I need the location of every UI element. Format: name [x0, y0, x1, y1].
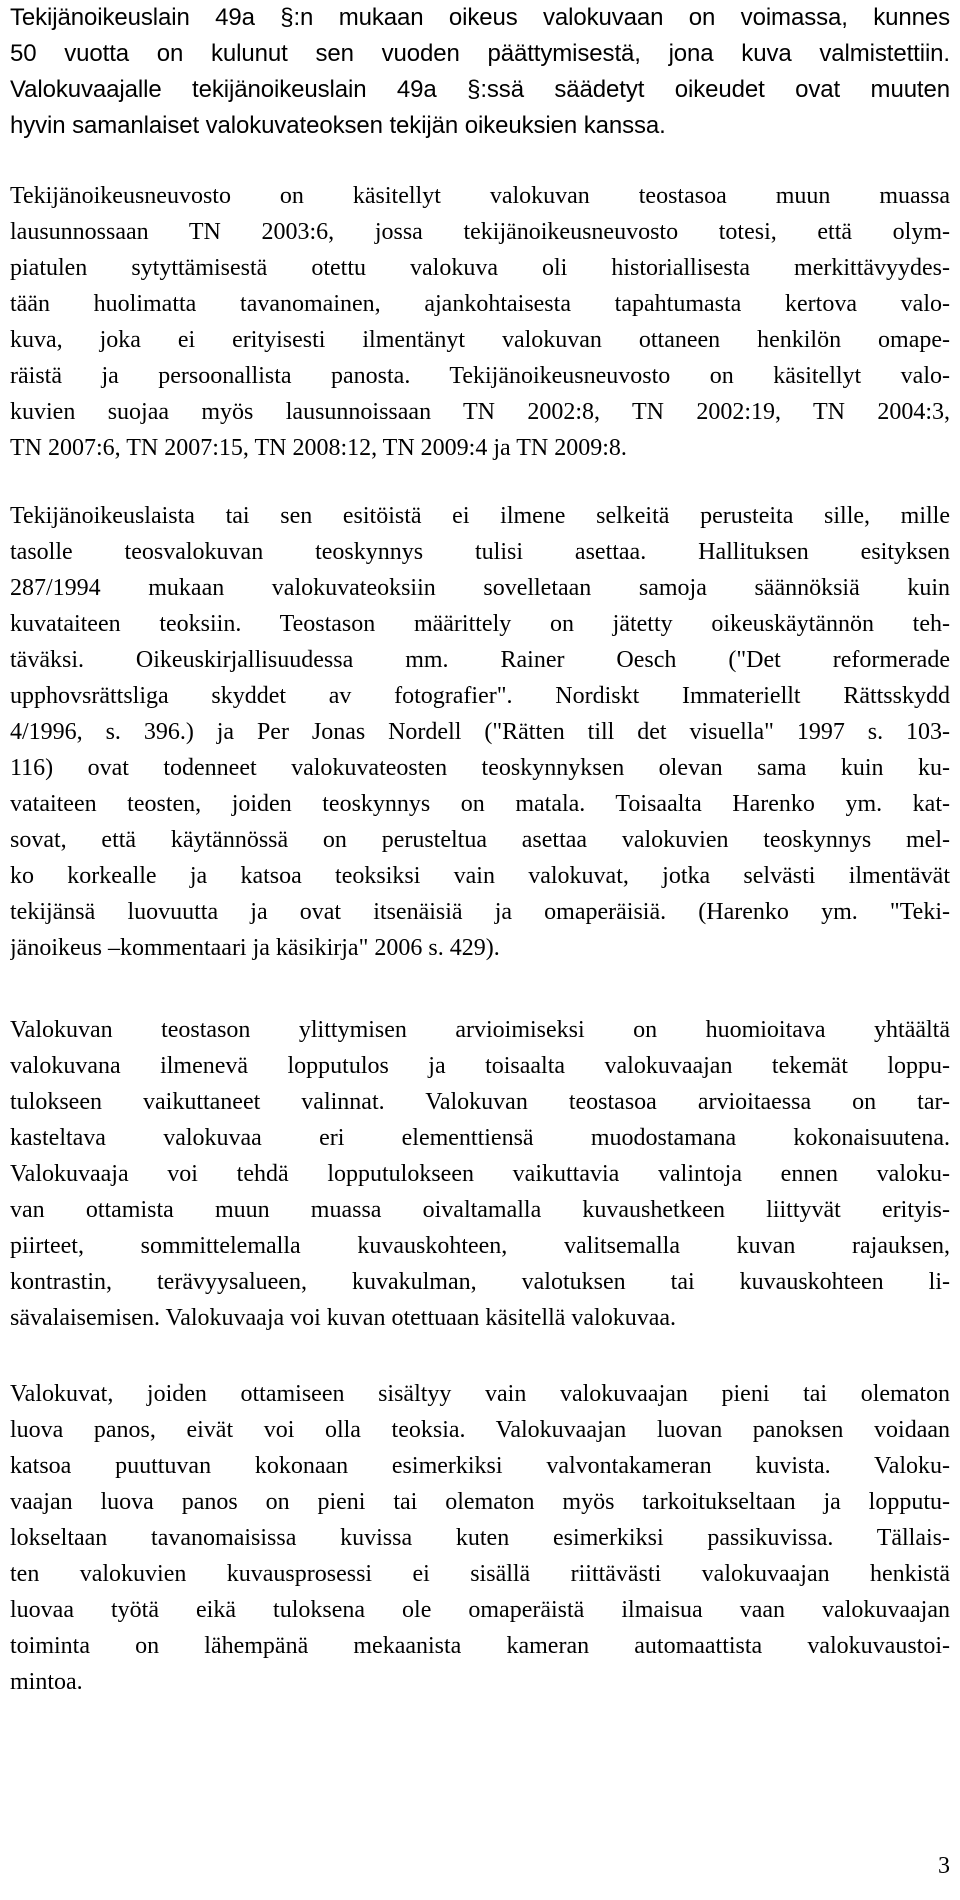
text-line: 116) ovat todenneet valokuvateosten teoskynnyksen olevan sama kuin ku- — [10, 755, 950, 781]
text-line: kuvien suojaa myös lausunnoissaan TN 2002:8, TN 2002:19, TN 2004:3, — [10, 399, 950, 425]
text-line: tulokseen vaikuttaneet valinnat. Valokuvan teostasoa arvioitaessa on tar- — [10, 1089, 950, 1115]
text-line: kuvataiteen teoksiin. Teostason määrittely on jätetty oikeuskäytännön teh- — [10, 611, 950, 637]
text-line: kasteltava valokuvaa eri elementtiensä muodostamana kokonaisuutena. — [10, 1125, 950, 1151]
text-line: piatulen sytyttämisestä otettu valokuva oli historiallisesta merkittävyydes- — [10, 255, 950, 281]
text-line: Tekijänoikeuslain 49a §:n mukaan oikeus valokuvaan on voimassa, kunnes — [10, 4, 950, 31]
text-line: piirteet, sommittelemalla kuvauskohteen, valitsemalla kuvan rajauksen, — [10, 1233, 950, 1259]
text-line: jänoikeus –kommentaari ja käsikirja" 2006 s. 429). — [10, 935, 500, 961]
text-line: 287/1994 mukaan valokuvateoksiin sovelletaan samoja säännöksiä kuin — [10, 575, 950, 601]
paragraph-1 — [10, 0, 950, 144]
text-line: lausunnossaan TN 2003:6, jossa tekijänoikeusneuvosto totesi, että olym- — [10, 219, 950, 245]
text-line: Valokuvat, joiden ottamiseen sisältyy vain valokuvaajan pieni tai olematon — [10, 1381, 950, 1407]
text-line: sovat, että käytännössä on perusteltua asettaa valokuvien teoskynnys mel- — [10, 827, 950, 853]
text-line: katsoa puuttuvan kokonaan esimerkiksi valvontakameran kuvista. Valoku- — [10, 1453, 950, 1479]
text-line: ten valokuvien kuvausprosessi ei sisällä riittävästi valokuvaajan henkistä — [10, 1561, 950, 1587]
text-line: upphovsrättsliga skyddet av fotografier". Nordiskt Immateriellt Rättsskydd — [10, 683, 950, 709]
text-line: vataiteen teosten, joiden teoskynnys on matala. Toisaalta Harenko ym. kat- — [10, 791, 950, 817]
text-line: tasolle teosvalokuvan teoskynnys tulisi asettaa. Hallituksen esityksen — [10, 539, 950, 565]
paragraph-2 — [10, 178, 950, 466]
text-line: Valokuvaaja voi tehdä lopputulokseen vaikuttavia valintoja ennen valoku- — [10, 1161, 950, 1187]
text-line: tään huolimatta tavanomainen, ajankohtaisesta tapahtumasta kertova valo- — [10, 291, 950, 317]
paragraph-5 — [10, 1376, 950, 1700]
text-line: TN 2007:6, TN 2007:15, TN 2008:12, TN 2009:4 ja TN 2009:8. — [10, 435, 627, 461]
text-line: Valokuvan teostason ylittymisen arvioimiseksi on huomioitava yhtäältä — [10, 1017, 950, 1043]
text-line: räistä ja persoonallista panosta. Tekijänoikeusneuvosto on käsitellyt valo- — [10, 363, 950, 389]
text-line: 4/1996, s. 396.) ja Per Jonas Nordell ("Rätten till det visuella" 1997 s. 103- — [10, 719, 950, 745]
text-line: Tekijänoikeuslaista tai sen esitöistä ei ilmene selkeitä perusteita sille, mille — [10, 503, 950, 529]
paragraph-3 — [10, 498, 950, 966]
text-line: sävalaisemisen. Valokuvaaja voi kuvan otettuaan käsitellä valokuvaa. — [10, 1305, 677, 1331]
text-line: vaajan luova panos on pieni tai olematon myös tarkoitukseltaan ja lopputu- — [10, 1489, 950, 1515]
text-line: 50 vuotta on kulunut sen vuoden päättymisestä, jona kuva valmistettiin. — [10, 40, 950, 67]
text-line: mintoa. — [10, 1669, 83, 1695]
text-line: kuva, joka ei erityisesti ilmentänyt valokuvan ottaneen henkilön omape- — [10, 327, 950, 353]
text-line: Tekijänoikeusneuvosto on käsitellyt valokuvan teostasoa muun muassa — [10, 183, 950, 209]
text-line: toiminta on lähempänä mekaanista kameran automaattista valokuvaustoi- — [10, 1633, 950, 1659]
text-line: van ottamista muun muassa oivaltamalla kuvaushetkeen liittyvät erityis- — [10, 1197, 950, 1223]
text-line: ko korkealle ja katsoa teoksiksi vain valokuvat, jotka selvästi ilmentävät — [10, 863, 950, 889]
text-line: täväksi. Oikeuskirjallisuudessa mm. Rainer Oesch ("Det reformerade — [10, 647, 950, 673]
page-number: 3 — [938, 1853, 950, 1879]
text-line: tekijänsä luovuutta ja ovat itsenäisiä ja omaperäisiä. (Harenko ym. "Teki- — [10, 899, 950, 925]
text-line: valokuvana ilmenevä lopputulos ja toisaalta valokuvaajan tekemät loppu- — [10, 1053, 950, 1079]
paragraph-4 — [10, 1012, 950, 1336]
text-line: kontrastin, terävyysalueen, kuvakulman, valotuksen tai kuvauskohteen li- — [10, 1269, 950, 1295]
text-line: luovaa työtä eikä tuloksena ole omaperäistä ilmaisua vaan valokuvaajan — [10, 1597, 950, 1623]
text-line: Valokuvaajalle tekijänoikeuslain 49a §:ssä säädetyt oikeudet ovat muuten — [10, 76, 950, 103]
text-line: lokseltaan tavanomaisissa kuvissa kuten esimerkiksi passikuvissa. Tällais- — [10, 1525, 950, 1551]
text-line: hyvin samanlaiset valokuvateoksen tekijän oikeuksien kanssa. — [10, 112, 666, 139]
text-line: luova panos, eivät voi olla teoksia. Valokuvaajan luovan panoksen voidaan — [10, 1417, 950, 1443]
